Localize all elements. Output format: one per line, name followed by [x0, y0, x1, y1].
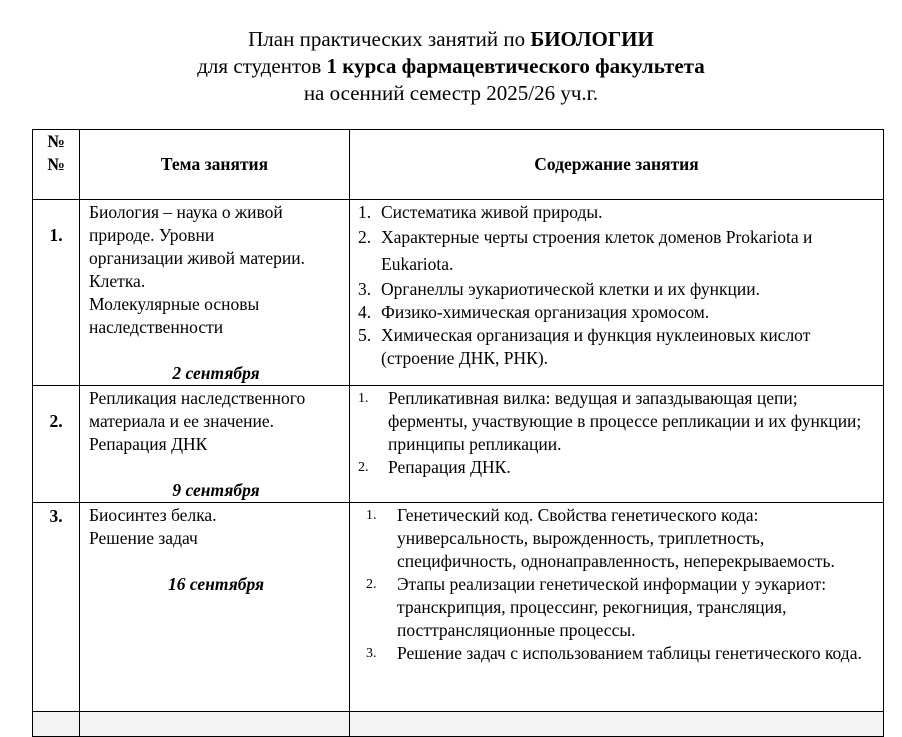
header-topic: Тема занятия [80, 130, 350, 200]
subject-name: БИОЛОГИИ [530, 27, 654, 51]
lesson-topic: Биология – наука о живой природе. Уровни организации живой материи. Клетка. Молекулярные основы наследственности 2 сентября [80, 200, 350, 386]
lesson-content [350, 503, 884, 712]
lesson-topic: Репликация наследственного материала и ее значение. Репарация ДНК 9 сентября [80, 386, 350, 503]
lesson-topic: Биосинтез белка. Решение задач 16 сентября [80, 503, 350, 712]
lesson-plan-table [32, 129, 884, 737]
list-item: 5. Химическая организация и функция нуклеиновых кислот (строение ДНК, РНК). [358, 325, 811, 368]
list-item: 1. Систематика живой природы. [358, 202, 603, 222]
table-header-row [33, 130, 884, 200]
list-item: 2. Этапы реализации генетической информации у эукариот: транскрипция, процессинг, рекогниция, трансляция, посттрансляционные процессы. [366, 574, 827, 640]
lesson-date: 16 сентября [167, 574, 264, 594]
table-row [33, 386, 884, 503]
title-line-1: План практических занятий по БИОЛОГИИ [248, 27, 654, 51]
lesson-content [350, 200, 884, 386]
header-content: Содержание занятия [350, 130, 884, 200]
lesson-date: 9 сентября [172, 480, 260, 500]
table-row [33, 200, 884, 386]
row-number [33, 712, 80, 737]
table-row-partial [33, 712, 884, 737]
list-item: 4. Физико-химическая организация хромосом. [358, 302, 710, 322]
lesson-topic [80, 712, 350, 737]
row-number: 1. [33, 200, 80, 386]
lesson-content [350, 712, 884, 737]
list-item: 2. Репарация ДНК. [358, 457, 511, 477]
table-row [33, 503, 884, 712]
list-item: 3. Органеллы эукариотической клетки и их функции. [358, 279, 760, 299]
course-name: 1 курса фармацевтического факультета [326, 54, 705, 78]
list-item: 2. Характерные черты строения клеток доменов Prokariota и Eukariota. [358, 227, 813, 274]
lesson-date: 2 сентября [172, 363, 260, 383]
lesson-content [350, 386, 884, 503]
header-number: № № [33, 130, 80, 200]
row-number: 2. [33, 386, 80, 503]
list-item: 1. Генетический код. Свойства генетического кода: универсальность, вырожденность, триплетность, специфичность, однонаправленность, неперекрываемость. [366, 505, 835, 571]
list-item: 3. Решение задач с использованием таблицы генетического кода. [366, 643, 862, 663]
row-number: 3. [33, 503, 80, 712]
title-line-2: для студентов 1 курса фармацевтического факультета [197, 54, 705, 78]
title-line-3: на осенний семестр 2025/26 уч.г. [303, 81, 599, 105]
list-item: 1. Репликативная вилка: ведущая и запаздывающая цепи; ферменты, участвующие в процессе репликации и их функции; принципы репликации. [358, 388, 862, 454]
document-title [0, 26, 902, 107]
